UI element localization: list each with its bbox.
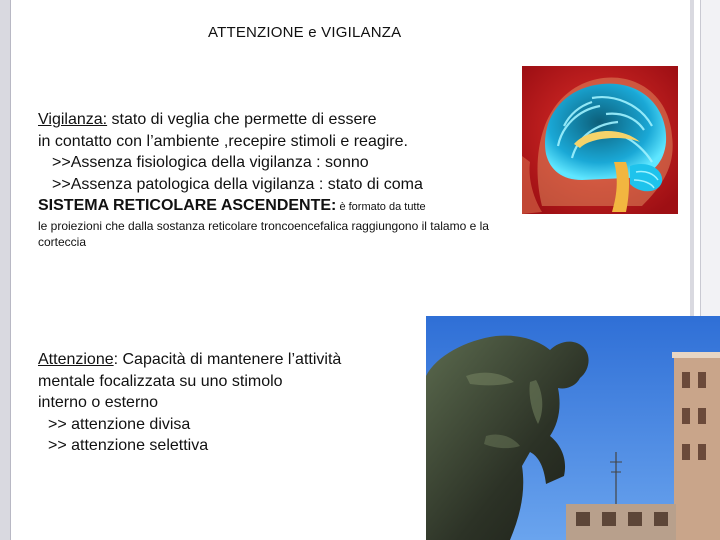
attenzione-section xyxy=(38,349,341,457)
attenzione-item-selettiva: >> attenzione selettiva xyxy=(48,437,209,454)
attenzione-definition-line-1 xyxy=(38,349,341,371)
thinker-statue-image xyxy=(426,316,720,540)
sistema-reticolare-line-3: corteccia xyxy=(38,235,87,249)
attenzione-definition-line-2: mentale focalizzata su uno stimolo xyxy=(38,372,283,390)
sistema-reticolare-description xyxy=(38,218,489,250)
vigilanza-definition-text-1: stato di veglia che permette di essere xyxy=(107,111,377,128)
vigilanza-item-sonno: >>Assenza fisiologica della vigilanza : sonno xyxy=(52,154,369,171)
sistema-reticolare-suffix: è formato da tutte xyxy=(336,201,426,213)
attenzione-term: Attenzione xyxy=(38,351,114,368)
slide-frame-left xyxy=(0,0,11,540)
brain-mri-image xyxy=(522,66,678,214)
sistema-reticolare-line xyxy=(38,195,426,219)
attenzione-definition-text-1: : Capacità di mantenere l’attività xyxy=(113,351,342,368)
vigilanza-section xyxy=(38,109,426,219)
vigilanza-definition-line-1 xyxy=(38,109,426,131)
attenzione-item-divisa: >> attenzione divisa xyxy=(48,415,191,433)
attenzione-definition-line-3: interno o esterno xyxy=(38,394,159,411)
vigilanza-term: Vigilanza: xyxy=(38,111,108,128)
vigilanza-item-coma: >>Assenza patologica della vigilanza : stato di coma xyxy=(52,175,423,193)
vigilanza-definition-line-2: in contatto con l’ambiente ,recepire stimoli e reagire. xyxy=(38,132,408,150)
sistema-reticolare-label: SISTEMA RETICOLARE ASCENDENTE: xyxy=(38,197,337,214)
sistema-reticolare-line-2: le proiezioni che dalla sostanza reticolare troncoencefalica raggiungono il talamo e la xyxy=(38,219,489,233)
slide-title: ATTENZIONE e VIGILANZA xyxy=(208,24,402,41)
